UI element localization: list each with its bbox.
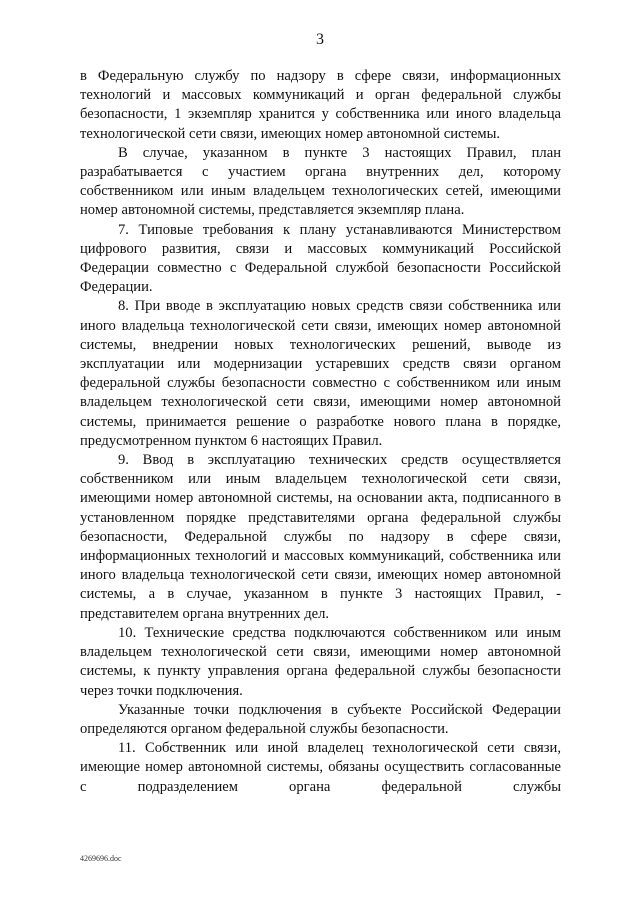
paragraph-item-9: 9. Ввод в эксплуатацию технических средств осуществляется собственником или иным владельцем технологической сети связи, имеющими номер автономной системы, на основании акта, подписанного в установленном порядке представителями органа федеральной службы безопасности, Федеральной службы по надзору в сфере связи, информационных технологий и массовых коммуникаций, собственника или иного владельца технологической сети связи, имеющих номер автономной системы, а в случае, указанном в пункте 3 настоящих Правил, - представителем органа внутренних дел. xyxy=(80,452,561,622)
paragraph-case-clause-3: В случае, указанном в пункте 3 настоящих Правил, план разрабатывается с участием органа внутренних дел, которому собственником или иным владельцем технологических сетей, имеющими номер автономной системы, представляется экземпляр плана. xyxy=(80,144,561,219)
paragraph-continuation: в Федеральную службу по надзору в сфере связи, информационных технологий и массовых коммуникаций и орган федеральной службы безопасности, 1 экземпляр хранится у собственника или иного владельца технологической сети связи, имеющих номер автономной системы. xyxy=(80,68,561,142)
document-body xyxy=(80,67,561,797)
footer-filename: 4269696.doc xyxy=(80,854,122,863)
paragraph-item-7: 7. Типовые требования к плану устанавливаются Министерством цифрового развития, связи и массовых коммуникаций Российской Федерации совместно с Федеральной службой безопасности Российской Федерации. xyxy=(80,221,561,296)
page-number: 3 xyxy=(316,31,324,48)
paragraph-item-11: 11. Собственник или иной владелец технологической сети связи, имеющие номер автономной системы, обязаны осуществить согласованные с подразделением органа федеральной службы xyxy=(80,740,561,795)
paragraph-item-8: 8. При вводе в эксплуатацию новых средств связи собственника или иного владельца технологической сети связи, имеющих номер автономной системы, внедрении новых технологических решений, выводе из эксплуатации или модернизации устаревших средств связи органом федеральной службы безопасности совместно с собственником или иным владельцем технологической сети связи, имеющими номер автономной системы, принимается решение о разработке нового плана в порядке, предусмотренном пунктом 6 настоящих Правил. xyxy=(80,298,561,449)
paragraph-connection-points: Указанные точки подключения в субъекте Российской Федерации определяются органом федеральной службы безопасности. xyxy=(80,701,561,737)
paragraph-item-10: 10. Технические средства подключаются собственником или иным владельцем технологической сети связи, имеющими номер автономной системы, к пункту управления органа федеральной службы безопасности через точки подключения. xyxy=(80,624,561,699)
